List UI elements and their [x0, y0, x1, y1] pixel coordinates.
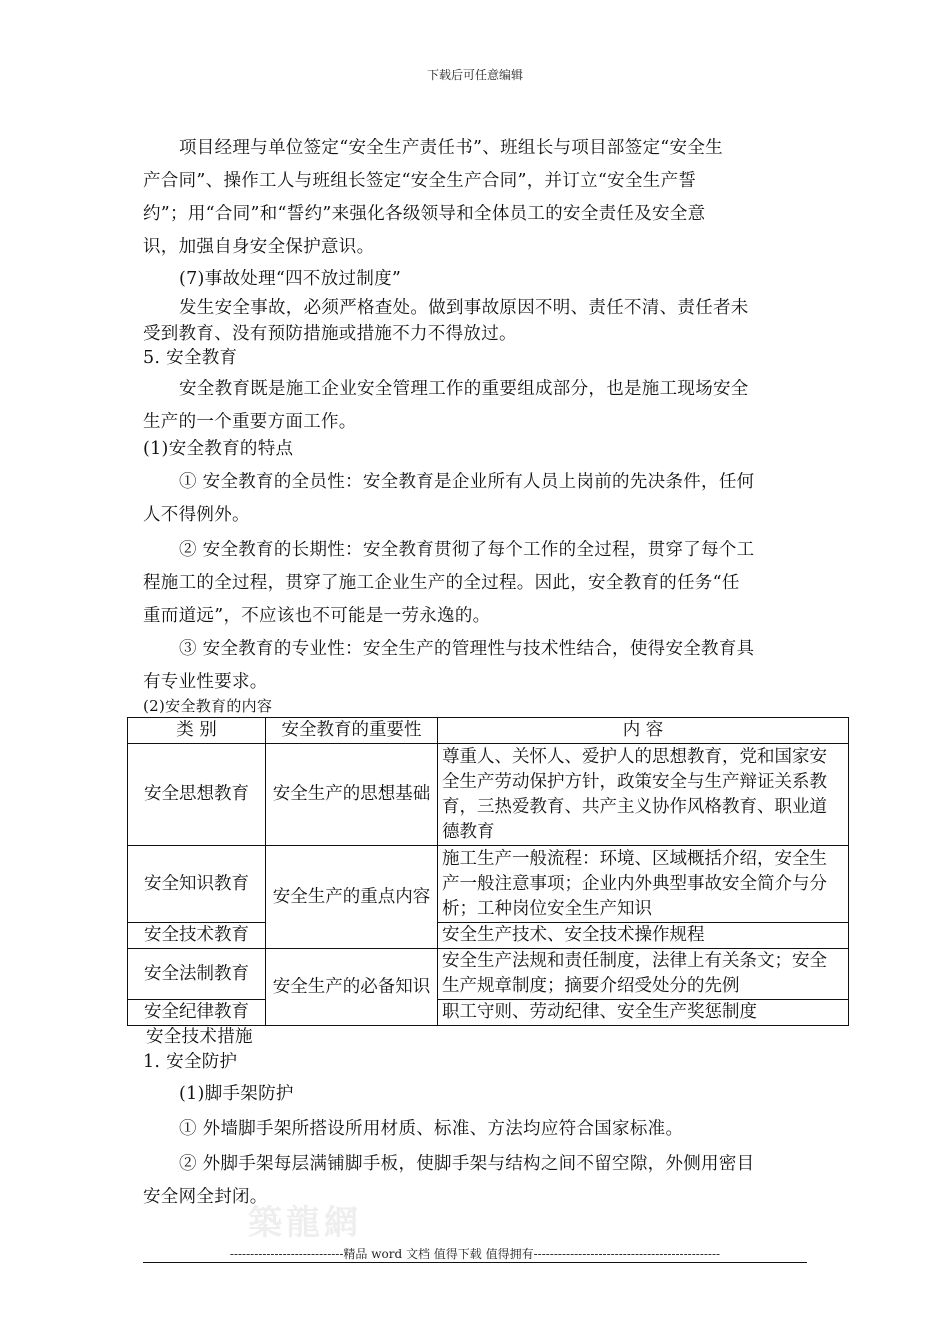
education-content-table [127, 717, 849, 1026]
section-heading: (2)安全教育的内容 [143, 697, 273, 715]
importance-cell: 安全生产的重点内容 [266, 846, 438, 949]
category-cell: 安全法制教育 [128, 949, 266, 1000]
paragraph-line: ② 外脚手架每层满铺脚手板，使脚手架与结构之间不留空隙，外侧用密目 [179, 1154, 755, 1174]
paragraph-line: 产合同”、操作工人与班组长签定“安全生产合同”，并订立“安全生产誓 [143, 171, 697, 191]
section-heading: (1)安全教育的特点 [143, 439, 294, 459]
paragraph-line: 安全网全封闭。 [143, 1187, 268, 1207]
table-row [128, 1000, 849, 1026]
importance-cell: 安全生产的思想基础 [266, 744, 438, 846]
paragraph-line: 安全教育既是施工企业安全管理工作的重要组成部分，也是施工现场安全 [179, 379, 749, 399]
paragraph-line: 约”；用“合同”和“誓约”来强化各级领导和全体员工的安全责任及安全意 [143, 204, 706, 224]
content-cell: 安全生产法规和责任制度，法律上有关条文；安全生产规章制度；摘要介绍受处分的先例 [438, 949, 849, 1000]
paragraph-line: 项目经理与单位签定“安全生产责任书”、班组长与项目部签定“安全生 [179, 138, 723, 158]
table-header-row [128, 718, 849, 744]
paragraph-line: ② 安全教育的长期性：安全教育贯彻了每个工作的全过程，贯穿了每个工 [179, 540, 755, 560]
section-heading: 安全技术措施 [146, 1027, 253, 1047]
section-heading: (1)脚手架防护 [179, 1084, 294, 1104]
content-cell: 安全生产技术、安全技术操作规程 [438, 923, 849, 949]
footer-note: ----------------------------精品 word 文档 值得下载 值得拥有---------------------------------------------- [229, 1247, 721, 1261]
section-heading: (7)事故处理“四不放过制度” [179, 269, 402, 289]
category-cell: 安全思想教育 [128, 744, 266, 846]
paragraph-line: 识，加强自身安全保护意识。 [143, 237, 375, 257]
table-header-cell: 类 别 [128, 718, 266, 744]
paragraph-line: ① 外墙脚手架所搭设所用材质、标准、方法均应符合国家标准。 [179, 1119, 684, 1139]
table-row [128, 923, 849, 949]
footer-divider [143, 1262, 807, 1263]
watermark-logo: 築龍網 [248, 1203, 362, 1243]
paragraph-line: 有专业性要求。 [143, 672, 268, 692]
table-row [128, 949, 849, 1000]
paragraph-line: 生产的一个重要方面工作。 [143, 412, 357, 432]
table-row [128, 744, 849, 846]
table-header-cell: 安全教育的重要性 [266, 718, 438, 744]
paragraph-line: ③ 安全教育的专业性：安全生产的管理性与技术性结合，使得安全教育具 [179, 639, 755, 659]
importance-cell: 安全生产的必备知识 [266, 949, 438, 1026]
paragraph-line: 发生安全事故，必须严格查处。做到事故原因不明、责任不清、责任者未 [179, 298, 749, 318]
paragraph-line: 人不得例外。 [143, 505, 250, 525]
section-heading: 5. 安全教育 [143, 348, 238, 368]
paragraph-line: 程施工的全过程，贯穿了施工企业生产的全过程。因此，安全教育的任务“任 [143, 573, 740, 593]
table-row [128, 846, 849, 923]
paragraph-line: 受到教育、没有预防措施或措施不力不得放过。 [143, 324, 517, 344]
section-heading: 1. 安全防护 [143, 1052, 238, 1072]
paragraph-line: 重而道远”，不应该也不可能是一劳永逸的。 [143, 606, 491, 626]
content-cell: 尊重人、关怀人、爱护人的思想教育，党和国家安全生产劳动保护方针，政策安全与生产辩证关系教育，三热爱教育、共产主义协作风格教育、职业道德教育 [438, 744, 849, 846]
header-note: 下载后可任意编辑 [426, 68, 523, 82]
table-header-cell: 内 容 [438, 718, 849, 744]
category-cell: 安全技术教育 [128, 923, 266, 949]
category-cell: 安全纪律教育 [128, 1000, 266, 1026]
content-cell: 施工生产一般流程：环境、区域概括介绍，安全生产一般注意事项；企业内外典型事故安全简介与分析；工种岗位安全生产知识 [438, 846, 849, 923]
paragraph-line: ① 安全教育的全员性：安全教育是企业所有人员上岗前的先决条件，任何 [179, 472, 755, 492]
category-cell: 安全知识教育 [128, 846, 266, 923]
content-cell: 职工守则、劳动纪律、安全生产奖惩制度 [438, 1000, 849, 1026]
